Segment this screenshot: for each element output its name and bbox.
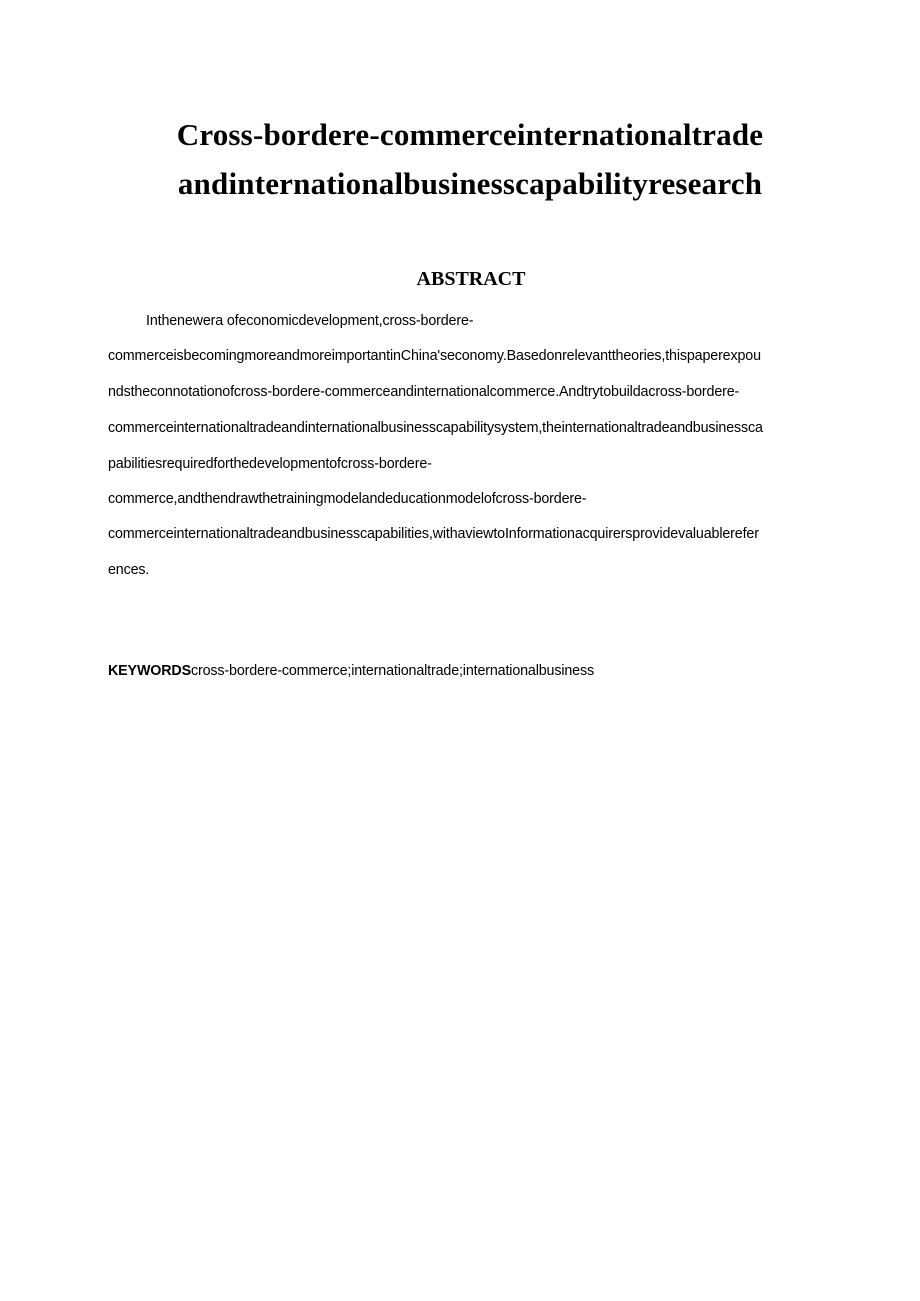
keywords-text: cross-bordere-commerce;internationaltrade;internationalbusiness bbox=[191, 663, 594, 679]
abstract-line: ndstheconnotationofcross-bordere-commerceandinternationalcommerce.Andtrytobuildacross-bordere- bbox=[108, 384, 740, 400]
keywords-label: KEYWORDS bbox=[108, 663, 191, 679]
abstract-heading: ABSTRACT bbox=[416, 268, 526, 290]
abstract-line: ences. bbox=[108, 562, 150, 578]
paper-title-line-1: Cross-bordere-commerceinternationaltrade bbox=[176, 117, 764, 152]
abstract-line: commerce,andthendrawthetrainingmodelandeducationmodelofcross-bordere- bbox=[108, 491, 587, 507]
paper-title-line-2: andinternationalbusinesscapabilityresearch bbox=[177, 166, 763, 201]
abstract-line: commerceisbecomingmoreandmoreimportantinChina'seconomy.Basedonrelevanttheories,thispaperexpou bbox=[108, 348, 761, 364]
abstract-line: commerceinternationaltradeandinternationalbusinesscapabilitysystem,theinternationaltradeandbusinessca bbox=[108, 420, 763, 436]
keywords-line bbox=[108, 664, 594, 678]
abstract-line: pabilitiesrequiredforthedevelopmentofcross-bordere- bbox=[108, 456, 432, 472]
abstract-line: commerceinternationaltradeandbusinesscapabilities,withaviewtoInformationacquirersprovidevaluablerefer bbox=[108, 526, 759, 542]
abstract-line: Inthenewera ofeconomicdevelopment,cross-bordere- bbox=[146, 313, 474, 329]
